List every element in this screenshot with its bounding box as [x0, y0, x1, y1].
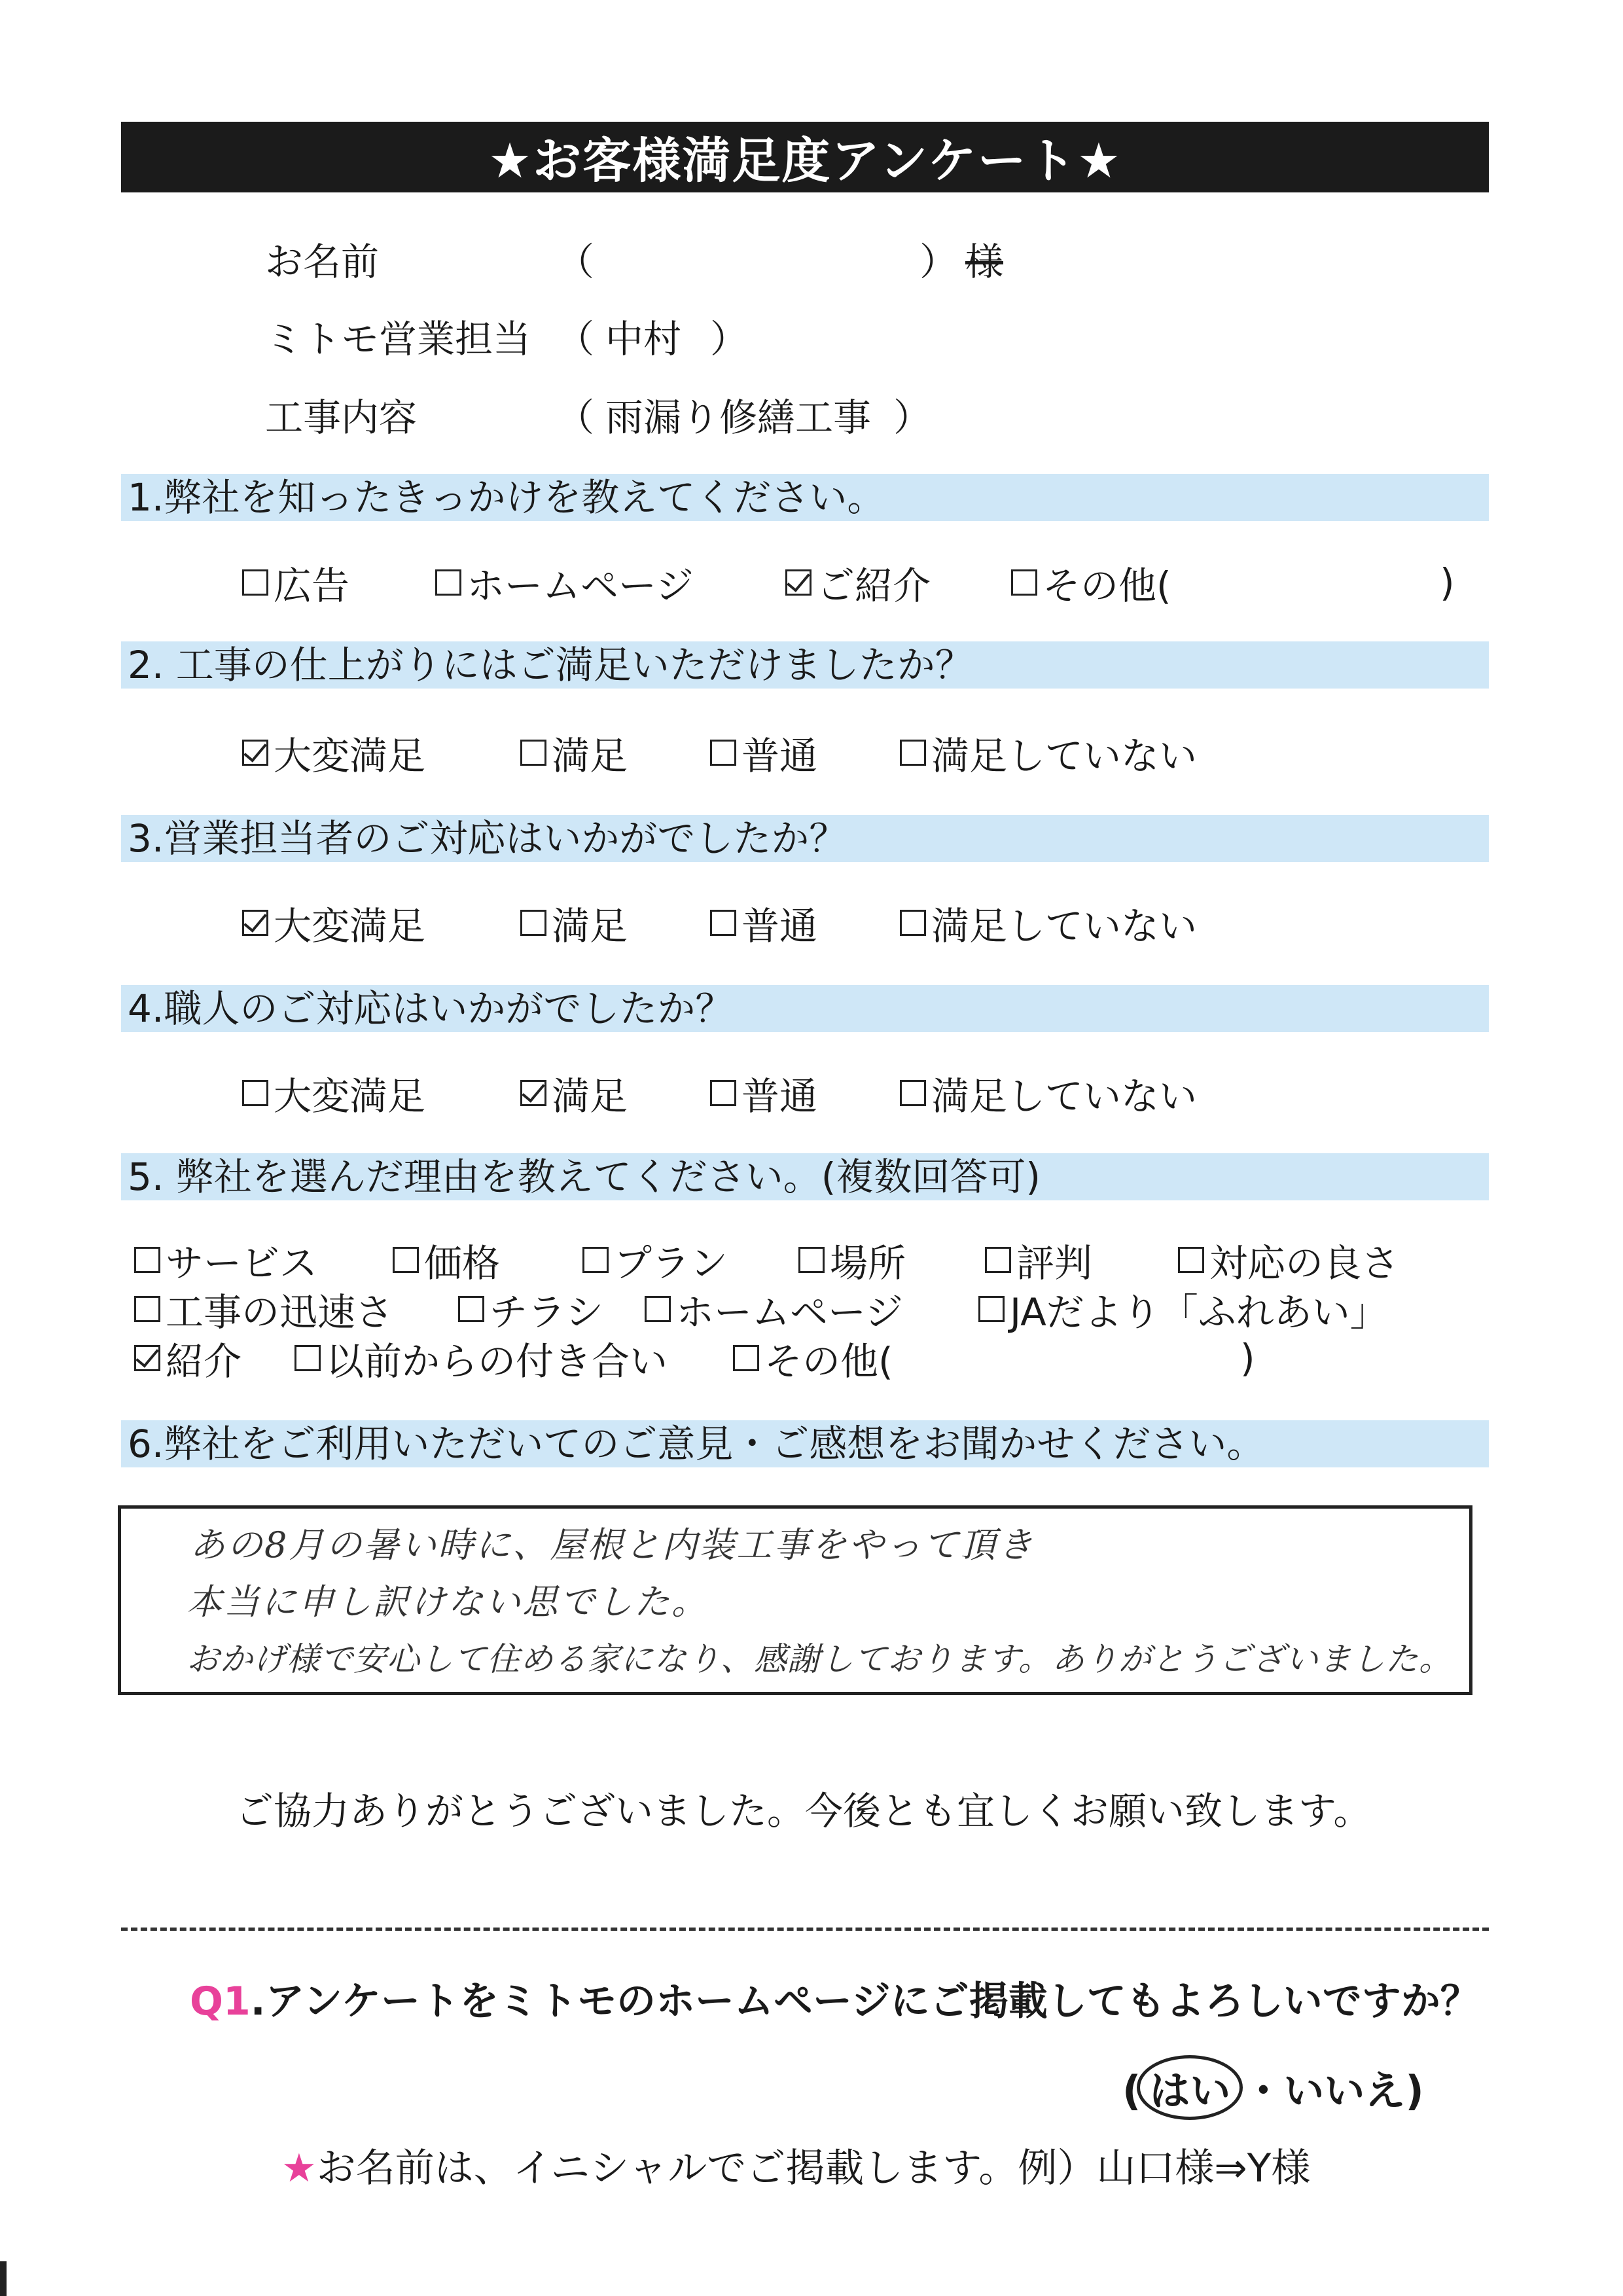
q2-option-normal[interactable]	[710, 726, 817, 779]
option-label: 満足	[552, 1074, 628, 1119]
checkbox[interactable]	[798, 1247, 825, 1273]
option-label: 満足	[552, 904, 628, 948]
option-label: 満足していない	[931, 1074, 1198, 1119]
answer-yes[interactable]: はい	[1137, 2055, 1243, 2120]
option-label: 普通	[741, 904, 818, 948]
staff-open-paren: （	[556, 317, 595, 361]
checkbox-checked[interactable]	[242, 740, 268, 766]
option-label: 紹介	[166, 1339, 242, 1384]
question-6-text: 6.弊社をご利用いただいてのご意見・ご感想をお聞かせください。	[128, 1422, 1265, 1466]
edge-mark	[0, 2261, 7, 2296]
q5-option-location[interactable]	[798, 1234, 906, 1286]
answer-open-paren: (	[1122, 2067, 1141, 2115]
option-label: 満足	[552, 734, 628, 778]
question-5-text: 5. 弊社を選んだ理由を教えてください。(複数回答可)	[128, 1155, 1041, 1199]
checkbox[interactable]	[242, 569, 268, 596]
checkbox[interactable]	[710, 910, 736, 936]
publish-answer	[1122, 2055, 1424, 2120]
initials-note	[281, 2137, 1310, 2193]
option-label: ご紹介	[817, 564, 931, 608]
q5-option-good-response[interactable]	[1178, 1234, 1399, 1286]
q5-option-reputation[interactable]	[985, 1234, 1092, 1286]
checkbox[interactable]	[294, 1345, 321, 1371]
question-1-bar	[121, 474, 1489, 521]
q5-other-close: )	[1240, 1336, 1255, 1380]
question-5-bar	[121, 1153, 1489, 1200]
work-value[interactable]: 雨漏り修繕工事	[605, 395, 872, 440]
q5-option-prior-relationship[interactable]	[294, 1332, 668, 1384]
q4-option-very-satisfied[interactable]	[242, 1067, 425, 1119]
question-3-text: 3.営業担当者のご対応はいかがでしたか？	[128, 816, 847, 861]
checkbox[interactable]	[900, 1080, 926, 1106]
q1-option-other[interactable]	[1011, 556, 1171, 609]
checkbox[interactable]	[733, 1345, 759, 1371]
q1-prefix: Q1	[190, 1979, 251, 2024]
question-2-bar	[121, 641, 1489, 689]
checkbox[interactable]	[710, 740, 736, 766]
note-text: お名前は、イニシャルでご掲載します。例）山口様⇒Y様	[316, 2145, 1311, 2191]
checkbox-checked[interactable]	[785, 569, 812, 596]
work-label: 工事内容	[265, 395, 418, 440]
staff-close-paren: ）	[710, 317, 749, 361]
q1-option-ad[interactable]	[242, 556, 349, 609]
q5-option-service[interactable]	[134, 1234, 317, 1286]
question-2-text: 2. 工事の仕上がりにはご満足いただけましたか？	[128, 643, 973, 687]
q5-option-ja-fureai[interactable]	[978, 1283, 1388, 1335]
checkbox-checked[interactable]	[242, 910, 268, 936]
option-label: 価格	[424, 1241, 501, 1285]
q4-option-not-satisfied[interactable]	[900, 1067, 1197, 1119]
q2-option-very-satisfied[interactable]	[242, 726, 425, 779]
question-4-bar	[121, 985, 1489, 1032]
q5-option-speed[interactable]	[134, 1283, 393, 1335]
checkbox[interactable]	[520, 740, 546, 766]
checkbox[interactable]	[1011, 569, 1037, 596]
checkbox[interactable]	[242, 1080, 268, 1106]
checkbox[interactable]	[435, 569, 461, 596]
checkbox[interactable]	[1178, 1247, 1204, 1273]
option-label: 大変満足	[274, 734, 426, 778]
q3-option-not-satisfied[interactable]	[900, 897, 1197, 949]
q5-option-referral[interactable]	[134, 1332, 241, 1384]
q5-option-price[interactable]	[393, 1234, 500, 1286]
question-4-text: 4.職人のご対応はいかがでしたか？	[128, 986, 734, 1031]
checkbox[interactable]	[645, 1296, 671, 1322]
staff-label: ミトモ営業担当	[265, 317, 531, 361]
option-label: 普通	[741, 1074, 818, 1119]
comment-line-3: おかげ様で安心して住める家になり、感謝しております。ありがとうございました。	[187, 1640, 1452, 1678]
checkbox[interactable]	[900, 740, 926, 766]
q1-other-close: )	[1440, 560, 1455, 605]
thanks-message: ご協力ありがとうございました。今後とも宜しくお願い致します。	[236, 1789, 1372, 1833]
checkbox[interactable]	[393, 1247, 419, 1273]
option-label: その他(	[1043, 564, 1171, 608]
q4-option-satisfied[interactable]	[520, 1067, 628, 1119]
answer-separator: ・	[1243, 2067, 1284, 2115]
survey-title: ★お客様満足度アンケート★	[121, 122, 1489, 192]
name-open-paren: （	[556, 240, 595, 284]
checkbox[interactable]	[134, 1247, 160, 1273]
option-label: ホームページ	[676, 1290, 903, 1335]
option-label: チラシ	[490, 1290, 604, 1335]
option-label: その他(	[764, 1339, 893, 1384]
q5-option-homepage[interactable]	[645, 1283, 903, 1335]
option-label: 対応の良さ	[1209, 1241, 1400, 1285]
checkbox[interactable]	[900, 910, 926, 936]
question-1-text: 1.弊社を知ったきっかけを教えてください。	[128, 475, 885, 520]
comment-line-2: 本当に申し訳けない思でした。	[187, 1581, 709, 1623]
option-label: サービス	[166, 1241, 318, 1285]
option-label: 評判	[1016, 1241, 1093, 1285]
q5-option-plan[interactable]	[582, 1234, 728, 1286]
name-close-paren: ）	[919, 240, 958, 284]
staff-value[interactable]: 中村	[605, 317, 682, 361]
star-icon: ★	[281, 2145, 317, 2191]
name-suffix: 様	[965, 240, 1004, 284]
option-label: JAだより「ふれあい」	[1010, 1290, 1388, 1335]
publish-question	[190, 1970, 1480, 2026]
work-close-paren: ）	[893, 395, 932, 440]
option-label: 広告	[274, 564, 350, 608]
option-label: 場所	[830, 1241, 906, 1285]
checkbox[interactable]	[978, 1296, 1005, 1322]
option-label: 普通	[741, 734, 818, 778]
q3-option-satisfied[interactable]	[520, 897, 628, 949]
q1-option-homepage[interactable]	[435, 556, 694, 609]
checkbox[interactable]	[134, 1296, 160, 1322]
q2-option-satisfied[interactable]	[520, 726, 628, 779]
option-label: プラン	[614, 1241, 728, 1285]
checkbox[interactable]	[520, 910, 546, 936]
q4-option-normal[interactable]	[710, 1067, 817, 1119]
q1-option-referral[interactable]	[785, 556, 931, 609]
checkbox[interactable]	[582, 1247, 609, 1273]
checkbox[interactable]	[710, 1080, 736, 1106]
cut-line	[121, 1928, 1489, 1931]
comment-line-1: あの8月の暑い時に、屋根と内装工事をやって頂き	[190, 1524, 1035, 1566]
checkbox-checked[interactable]	[134, 1345, 160, 1371]
q5-option-other[interactable]	[733, 1332, 893, 1384]
option-label: 大変満足	[274, 1074, 426, 1119]
option-label: ホームページ	[467, 564, 694, 608]
option-label: 大変満足	[274, 904, 426, 948]
option-label: 満足していない	[931, 734, 1198, 778]
name-label: お名前	[265, 240, 380, 284]
option-label: 以前からの付き合い	[326, 1339, 668, 1384]
answer-close-paren: )	[1405, 2067, 1424, 2115]
question-6-bar	[121, 1420, 1489, 1467]
checkbox[interactable]	[458, 1296, 484, 1322]
q1-text: .アンケートをミトモのホームページにご掲載してもよろしいですか？	[250, 1979, 1480, 2024]
checkbox[interactable]	[985, 1247, 1011, 1273]
question-3-bar	[121, 815, 1489, 862]
q3-option-very-satisfied[interactable]	[242, 897, 425, 949]
q5-option-flyer[interactable]	[458, 1283, 603, 1335]
q2-option-not-satisfied[interactable]	[900, 726, 1197, 779]
option-label: 工事の迅速さ	[166, 1290, 394, 1335]
answer-no[interactable]: いいえ	[1283, 2067, 1406, 2115]
option-label: 満足していない	[931, 904, 1198, 948]
work-open-paren: （	[556, 395, 595, 440]
q3-option-normal[interactable]	[710, 897, 817, 949]
checkbox-checked[interactable]	[520, 1080, 546, 1106]
